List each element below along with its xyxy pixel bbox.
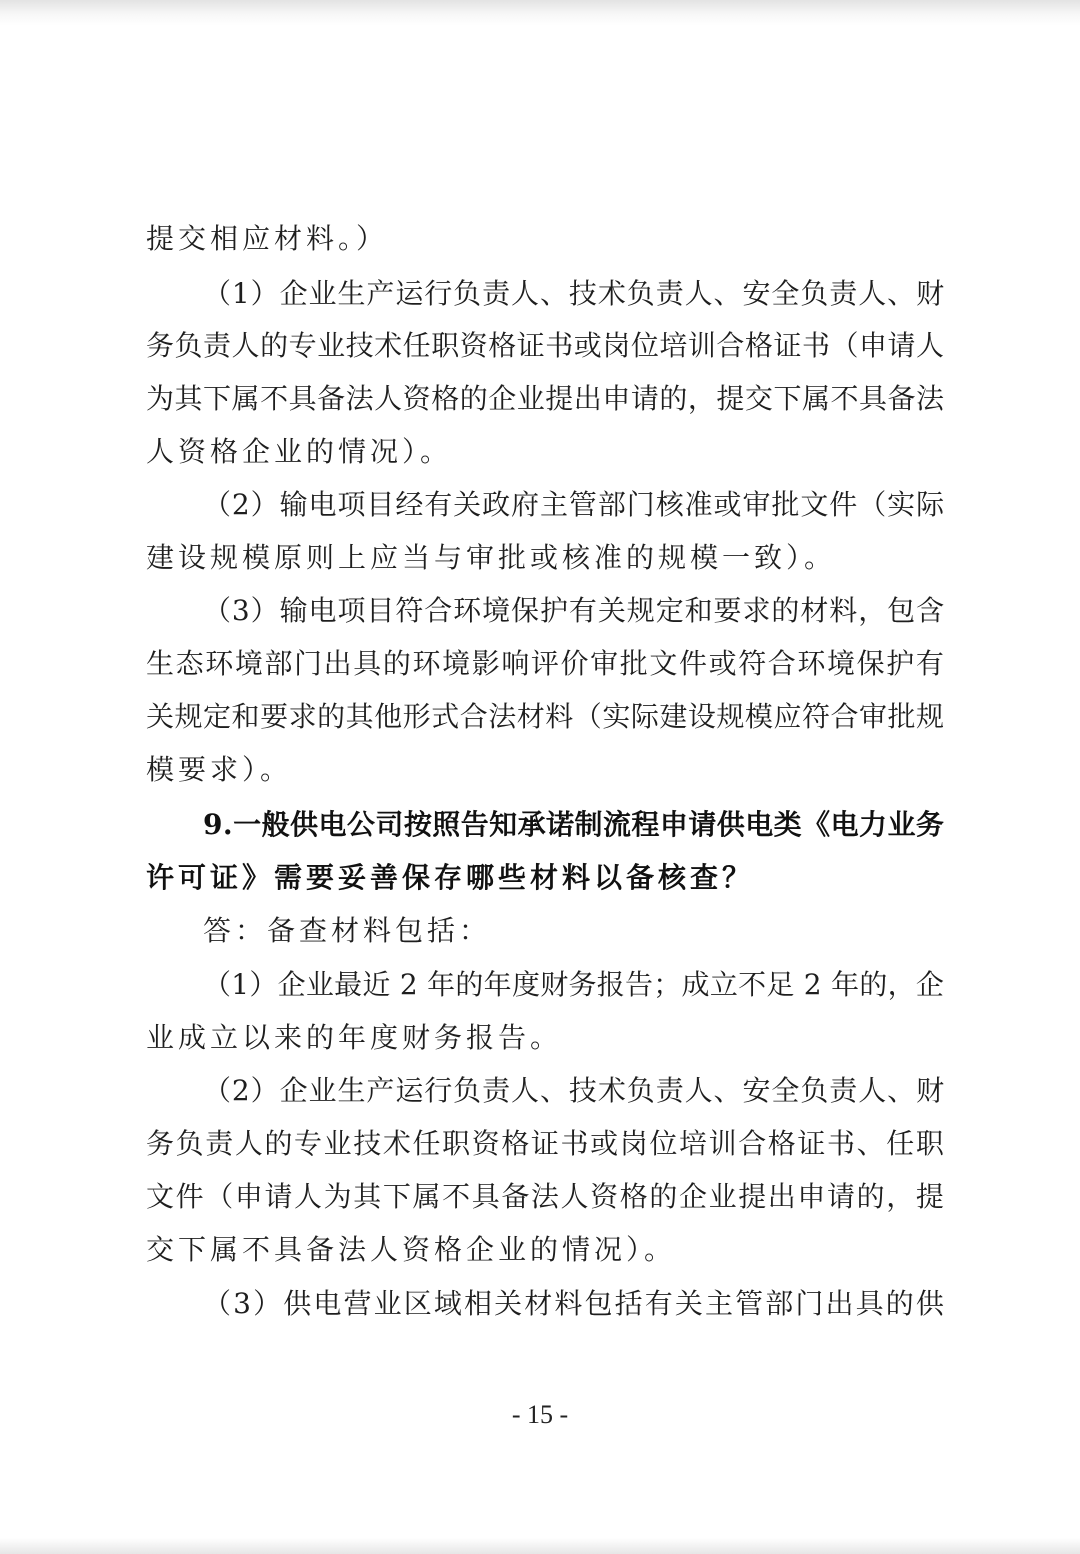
text-line: [0, 692, 1080, 742]
line-text: （3）输电项目符合环境保护有关规定和要求的材料，包含: [203, 594, 945, 627]
line-text: 建设规模原则上应当与审批或核准的规模一致）。: [146, 541, 837, 574]
text-line: [0, 1013, 1080, 1063]
text-line: [0, 1225, 1080, 1275]
line-text: 人资格企业的情况）。: [146, 435, 453, 468]
line-text: 务负责人的专业技术任职资格证书或岗位培训合格证书（申请人: [146, 329, 945, 362]
text-line: [0, 639, 1080, 689]
text-line: [0, 374, 1080, 424]
text-line: [0, 1066, 1080, 1116]
text-line: [0, 427, 1080, 477]
line-text: 关规定和要求的其他形式合法材料（实际建设规模应符合审批规: [146, 700, 945, 733]
text-line: [0, 214, 1080, 264]
line-text: （1）企业最近 2 年的年度财务报告；成立不足 2 年的，企: [203, 968, 945, 1001]
line-text: 业成立以来的年度财务报告。: [146, 1021, 563, 1054]
line-text: 答：备查材料包括：: [203, 914, 492, 947]
text-line: [0, 1172, 1080, 1222]
line-text: （2）输电项目经有关政府主管部门核准或审批文件（实际: [203, 488, 945, 521]
line-text: 为其下属不具备法人资格的企业提出申请的，提交下属不具备法: [146, 382, 945, 415]
answer-intro-line: [0, 906, 1080, 956]
text-line: [0, 480, 1080, 530]
page-bottom-edge: [0, 1538, 1080, 1554]
line-text: （1）企业生产运行负责人、技术负责人、安全负责人、财: [203, 277, 945, 310]
heading-text: 9.一般供电公司按照告知承诺制流程申请供电类《电力业务: [203, 808, 945, 841]
text-line: [0, 1119, 1080, 1169]
line-text: （2）企业生产运行负责人、技术负责人、安全负责人、财: [203, 1074, 945, 1107]
text-line: [0, 533, 1080, 583]
line-text: 交下属不具备法人资格企业的情况）。: [146, 1233, 677, 1266]
line-text: 生态环境部门出具的环境影响评价审批文件或符合环境保护有: [146, 647, 946, 680]
line-text: 提交相应材料。）: [146, 222, 389, 255]
text-line: [0, 586, 1080, 636]
text-line: [0, 1279, 1080, 1329]
page-number: - 15 -: [511, 1400, 569, 1429]
line-text: （3）供电营业区域相关材料包括有关主管部门出具的供: [203, 1287, 947, 1320]
heading-text: 许可证》需要妥善保存哪些材料以备核查？: [146, 861, 755, 894]
text-line: [0, 960, 1080, 1010]
question-heading-line: [0, 800, 1080, 850]
line-text: 文件（申请人为其下属不具备法人资格的企业提出申请的，提: [146, 1180, 946, 1213]
question-heading-line: [0, 853, 1080, 903]
text-line: [0, 269, 1080, 319]
line-text: 模要求）。: [146, 753, 293, 786]
line-text: 务负责人的专业技术任职资格证书或岗位培训合格证书、任职: [146, 1127, 946, 1160]
text-line: [0, 745, 1080, 795]
text-line: [0, 321, 1080, 371]
